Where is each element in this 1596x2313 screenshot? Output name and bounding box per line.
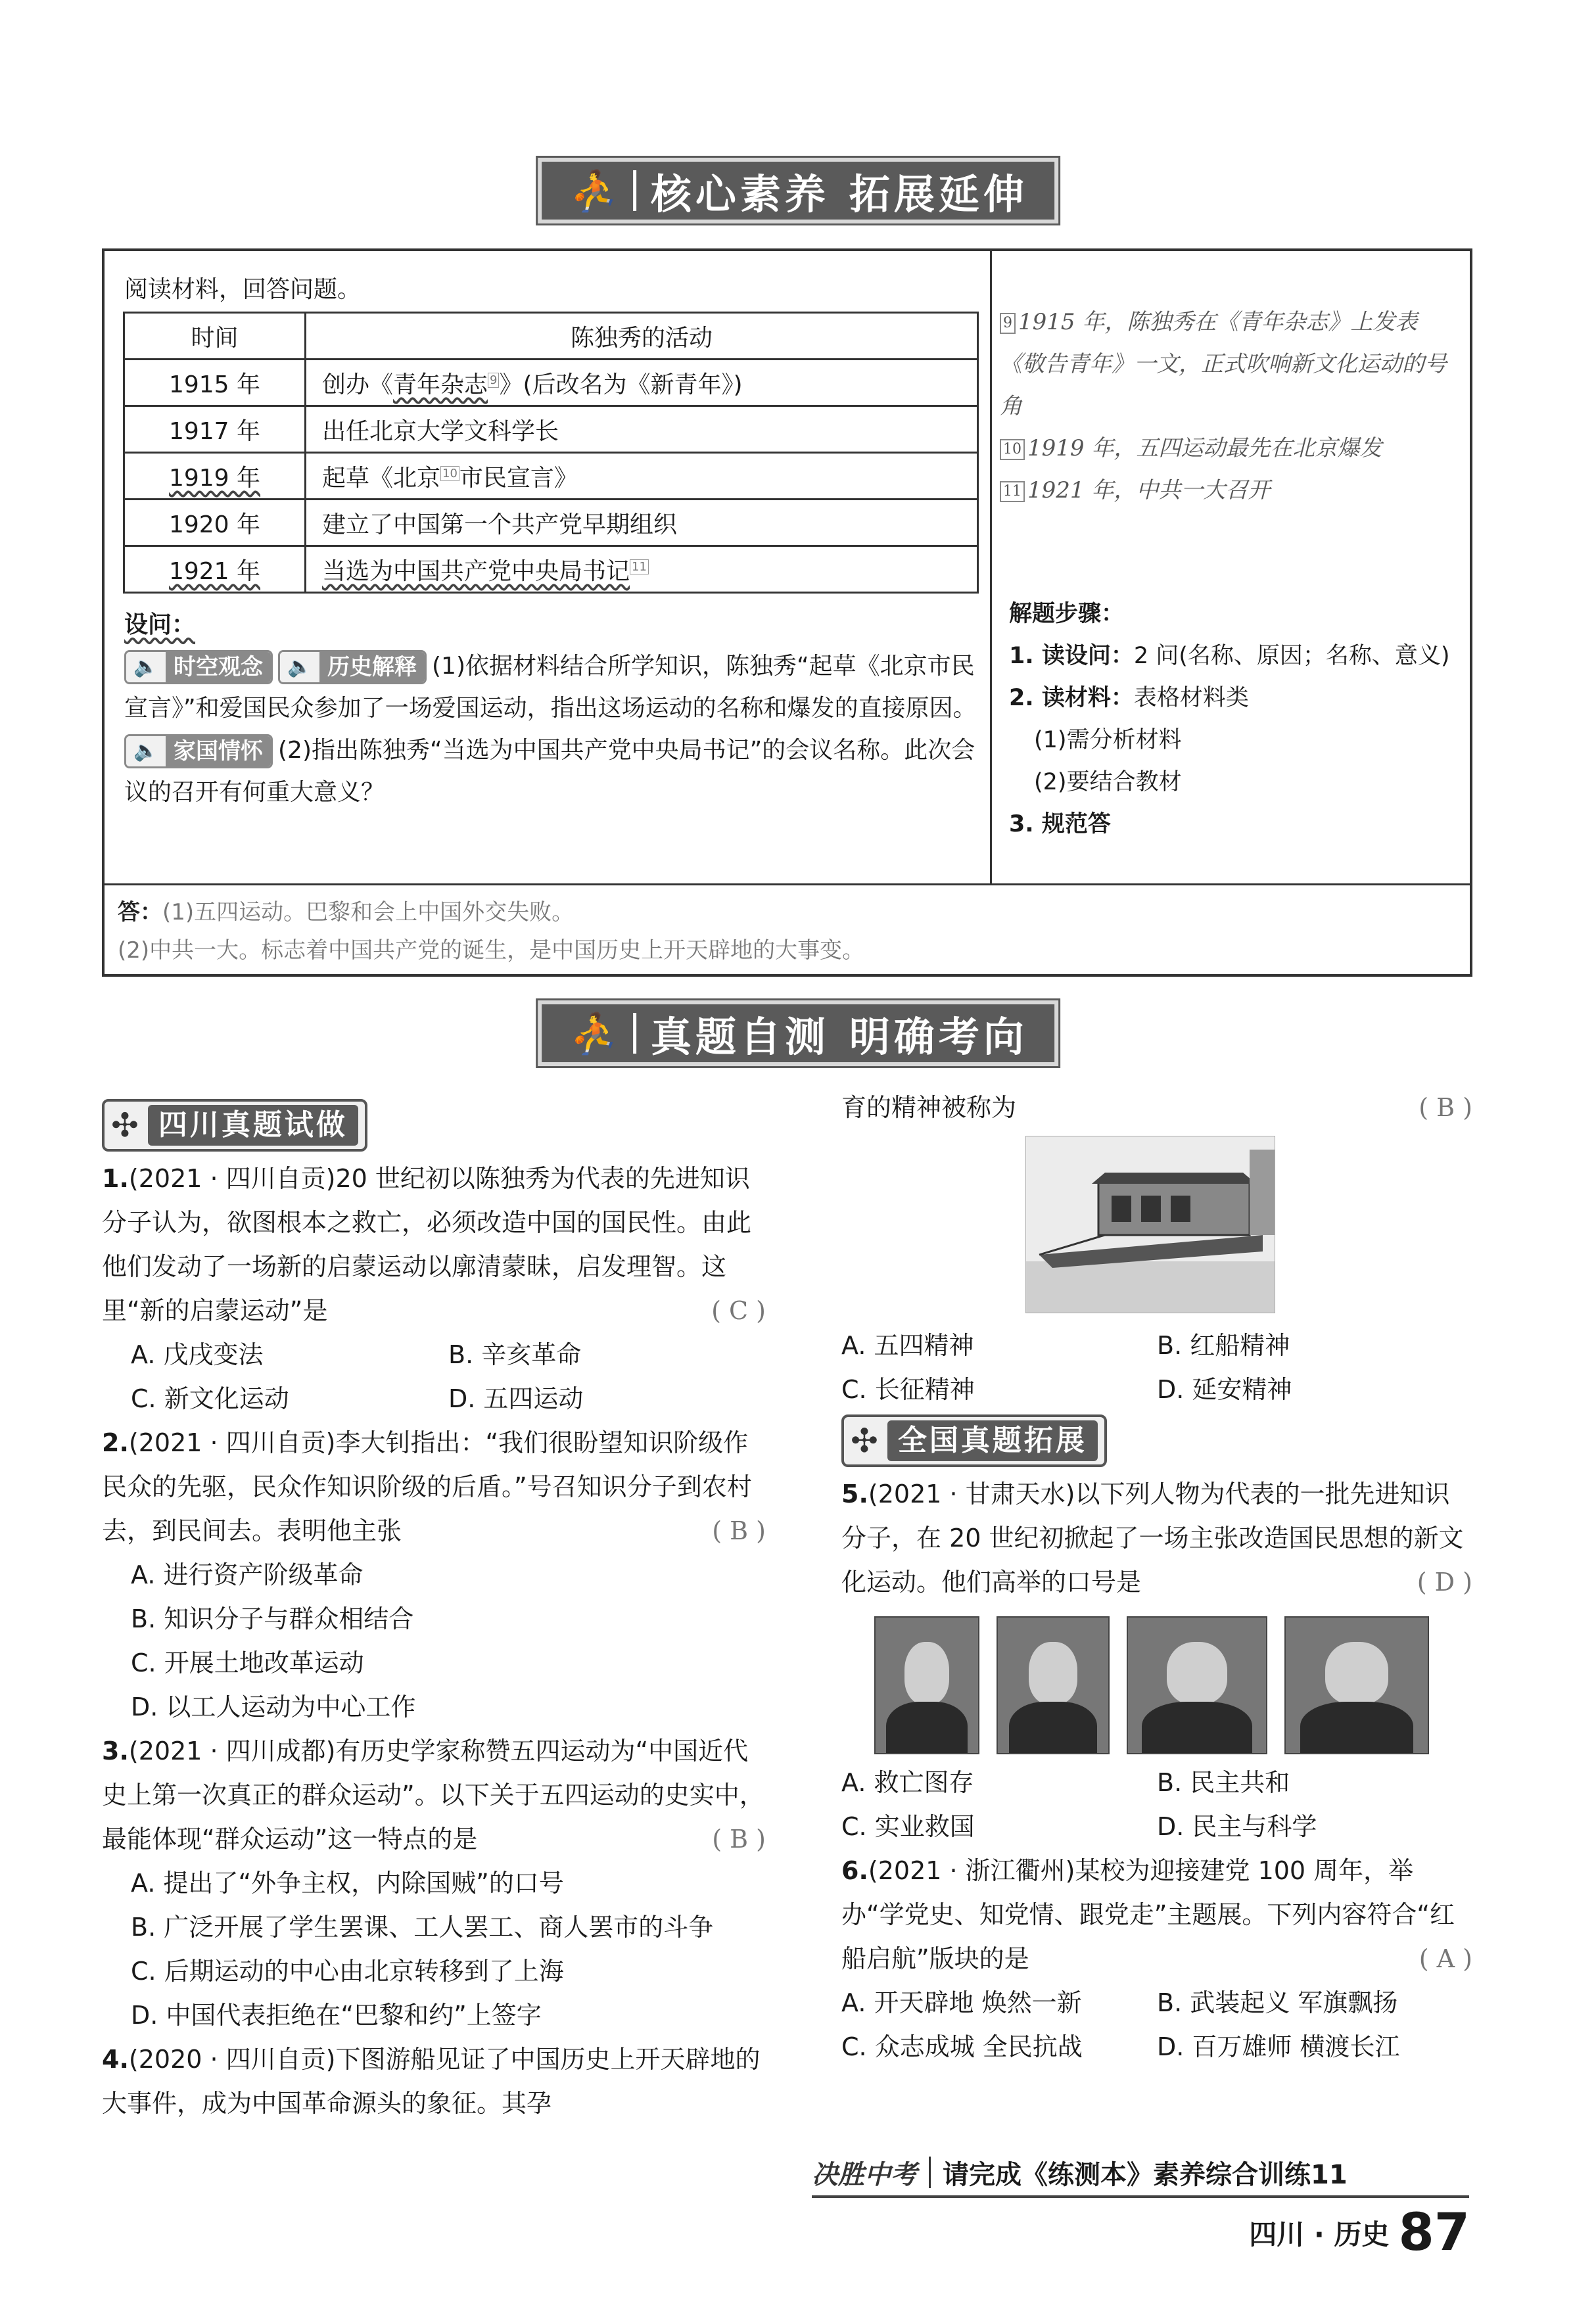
tag-time-space: 🔈 时空观念 [124,650,273,684]
table-row [124,453,978,500]
page-label: 四川 · 历史 [1249,2218,1390,2251]
note-item: 9 1915 年，陈独秀在《青年杂志》上发表《敬告青年》一文，正式吹响新文化运动的号角 [1000,309,1447,419]
question-text [124,645,979,814]
tag-patriotism: 🔈 家国情怀 [124,734,273,768]
answer-bracket: ( D ) [1417,1568,1472,1597]
runner-icon: ⛹ [568,168,621,214]
answer-bracket: ( C ) [711,1296,766,1325]
banner-title-1: 真题自测 [650,1012,830,1061]
material-right-panel [992,251,1470,883]
question-2: (2)指出陈独秀“当选为中国共产党中央局书记”的会议名称。此次会议的召开有何重大意义？ [124,737,975,806]
brand-label: 决胜中考 [812,2159,917,2190]
row-activity: 建立了中国第一个共产党早期组织 [306,500,978,546]
question-1: 1.(2021 · 四川自贡)20 世纪初以陈独秀为代表的先进知识分子认为，欲图根本之救亡，必须改造中国的国民性。由此他们发动了一场新的启蒙运动以廓清蒙昧，启发理智。这里“新的启蒙运动”是 ( C ) [102,1157,766,1333]
right-column [841,1086,1472,1130]
banner-title-2: 明确考向 [849,1012,1028,1061]
options-q6: A. 开天辟地 焕然一新 B. 武装起义 军旗飘扬 C. 众志成城 全民抗战 D. 百万雄师 横渡长江 [841,1988,1400,2061]
row-year: 1920 年 [124,500,306,546]
row-activity: 出任北京大学文科学长 [306,406,978,453]
options-q3: A. 提出了“外争主权，内除国贼”的口号 B. 广泛开展了学生罢课、工人罢工、商人罢市的斗争 C. 后期运动的中心由北京转移到了上海 D. 中国代表拒绝在“巴黎和约”上签字 [131,1869,714,2030]
question-2: 2.(2021 · 四川自贡)李大钊指出：“我们很盼望知识阶级作民众的先驱，民众作知识阶级的后盾。”号召知识分子到农村去，到民间去。表明他主张 ( B ) [102,1421,766,1553]
portrait-row [874,1616,1472,1754]
note-item: 11 1921 年，中共一大召开 [1000,469,1460,511]
options-q2: A. 进行资产阶级革命 B. 知识分子与群众相结合 C. 开展土地改革运动 D. 以工人运动为中心工作 [131,1560,416,1721]
portrait-1 [874,1616,979,1754]
material-box [102,248,1472,977]
tag-history-explain: 🔈 历史解释 [278,650,427,684]
question-5: 5.(2021 · 甘肃天水)以下列人物为代表的一批先进知识分子，在 20 世纪初掀起了一场主张改造国民思想的新文化运动。他们高举的口号是 ( D ) [841,1472,1472,1604]
solution-steps: 解题步骤： 1. 读设问：2 问(名称、原因；名称、意义) 2. 读材料：表格材料类 (1)需分析材料 (2)要结合教材 3. 规范答 [1009,601,1450,837]
section-banner-exam [538,1000,1058,1066]
portrait-2 [997,1616,1110,1754]
runner-icon: ⛹ [568,1010,621,1057]
sub-header-sichuan: ✣ 四川真题试做 [102,1099,367,1152]
question-label: 设问： [124,611,196,638]
left-column [102,1099,766,2126]
material-intro: 阅读材料，回答问题。 [124,276,362,303]
right-column-lower [841,1324,1472,2069]
table-row [124,406,978,453]
banner-divider [633,1013,636,1054]
table-row [124,546,978,593]
answer-bracket: ( B ) [712,1825,766,1854]
red-boat-photo [1025,1136,1275,1313]
boat-illustration [1026,1136,1275,1313]
table-row [124,360,978,406]
banner-title-1: 核心素养 [650,170,830,218]
section-banner-core [538,158,1058,223]
row-year: 1915 年 [124,360,306,406]
note-item: 10 1919 年，五四运动最先在北京爆发 [1000,427,1460,469]
row-year: 1917 年 [124,406,306,453]
row-year: 1921 年 [124,546,306,593]
options-q4: A. 五四精神 B. 红船精神 C. 长征精神 D. 延安精神 [841,1331,1292,1404]
table-header-time: 时间 [124,313,306,360]
answer-line-2: (2)中共一大。标志着中国共产党的诞生，是中国历史上开天辟地的大事变。 [118,937,865,964]
row-activity: 起草《北京 $^{10}$市民宣言》 [306,453,978,500]
banner-divider [633,170,636,211]
question-4-continued: 育的精神被称为 ( B ) [841,1086,1472,1130]
activity-table [123,312,979,594]
margin-notes [1000,301,1460,511]
practice-reminder [812,2149,1469,2198]
page-number-block [1249,2203,1470,2262]
banner-title-2: 拓展延伸 [849,170,1028,218]
sub-header-national: ✣ 全国真题拓展 [841,1414,1107,1467]
material-left-panel [105,251,992,883]
question-3: 3.(2021 · 四川成都)有历史学家称赞五四运动为“中国近代史上第一次真正的群众运动”。以下关于五四运动的史实中，最能体现“群众运动”这一特点的是 ( B ) [102,1729,766,1861]
answer-bracket: ( B ) [712,1516,766,1545]
answer-bracket: ( B ) [1419,1093,1472,1122]
row-year: 1919 年 [124,453,306,500]
answer-bracket: ( A ) [1419,1944,1472,1973]
answer-row: 答：(1)五四运动。巴黎和会上中国外交失败。 (2)中共一大。标志着中国共产党的诞生，是中国历史上开天辟地的大事变。 [105,883,1470,974]
speaker-icon: 🔈 [126,734,166,768]
portrait-4 [1284,1616,1429,1754]
note-marker: 9 [488,373,499,388]
row-activity: 当选为中国共产党中央局书记 $^{11}$ [306,546,978,593]
note-marker: 11 [630,559,649,574]
speaker-icon: 🔈 [280,650,319,684]
question-6: 6.(2021 · 浙江衢州)某校为迎接建党 100 周年，举办“学党史、知党情、跟党走”主题展。下列内容符合“红船启航”版块的是 ( A ) [841,1849,1472,1981]
question-4: 4.(2020 · 四川自贡)下图游船见证了中国历史上开天辟地的大事件，成为中国革命源头的象征。其孕 [102,2045,761,2118]
question-1: (1)依据材料结合所学知识，陈独秀“起草《北京市民宣言》”和爱国民众参加了一场爱国运动，指出这场运动的名称和爆发的直接原因。 [124,653,977,722]
table-header-activity: 陈独秀的活动 [306,313,978,360]
options-q1: A. 戊戌变法 B. 辛亥革命 C. 新文化运动 D. 五四运动 [131,1340,584,1413]
answer-line-1: (1)五四运动。巴黎和会上中国外交失败。 [162,899,575,925]
options-q5: A. 救亡图存 B. 民主共和 C. 实业救国 D. 民主与科学 [841,1768,1317,1841]
speaker-icon: 🔈 [126,650,166,684]
portrait-3 [1127,1616,1267,1754]
cross-arrows-icon: ✣ [111,1106,139,1144]
page-number: 87 [1398,2203,1470,2262]
table-row [124,500,978,546]
cross-arrows-icon: ✣ [851,1421,878,1460]
practice-instruction: 请完成《练测本》素养综合训练11 [943,2159,1348,2190]
note-marker: 10 [440,466,459,481]
row-activity: 创办《青年杂志 $^9$》(后改名为《新青年》) [306,360,978,406]
